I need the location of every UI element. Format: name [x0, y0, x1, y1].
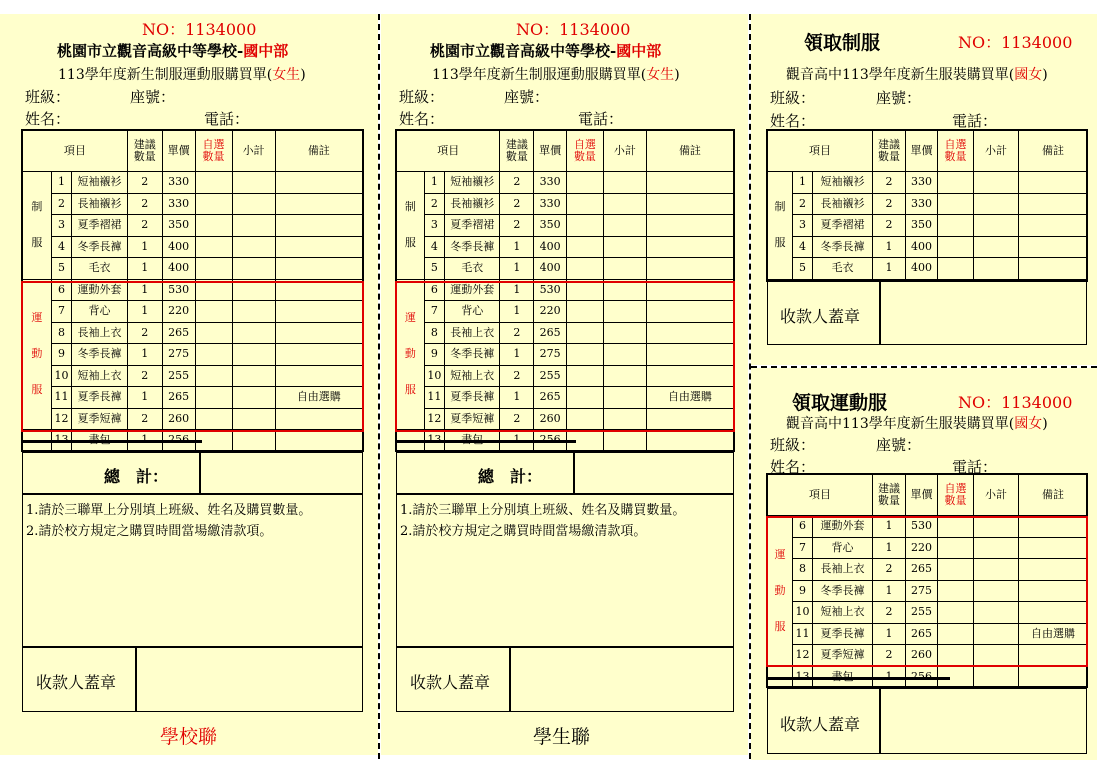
item-price: 265	[162, 322, 195, 344]
item-price: 220	[906, 537, 938, 559]
header-price: 單價	[906, 131, 938, 172]
seat-label: 座號：	[130, 88, 176, 106]
item-no: 9	[424, 344, 444, 366]
item-name: 夏季褶裙	[813, 215, 873, 237]
strike-line	[767, 677, 950, 680]
item-no: 5	[51, 258, 72, 280]
serial-number: NO：1134000	[958, 33, 1073, 52]
class-label: 班級：	[770, 89, 816, 107]
header-price: 單價	[906, 475, 938, 516]
receipt-subtitle	[786, 413, 1048, 433]
item-qty: 2	[500, 172, 534, 194]
item-no: 9	[793, 580, 813, 602]
remark-cell: 自由選購	[646, 387, 733, 409]
item-qty: 2	[127, 215, 162, 237]
item-qty: 1	[127, 344, 162, 366]
item-price: 260	[162, 408, 195, 430]
receipt-subtitle-close: )	[1042, 416, 1048, 432]
form-title-gender: 女生	[646, 67, 675, 83]
header-self-l2: 數量	[944, 150, 967, 163]
header-item: 項目	[397, 131, 500, 172]
item-name: 夏季短褲	[445, 408, 500, 430]
item-name: 毛衣	[72, 258, 127, 280]
item-no: 8	[793, 559, 813, 581]
item-price: 330	[162, 172, 195, 194]
header-suggest-l1: 建議	[878, 138, 901, 151]
item-qty: 1	[127, 387, 162, 409]
item-no: 3	[793, 215, 813, 237]
receipt-subtitle	[786, 64, 1048, 84]
item-qty: 2	[873, 602, 906, 624]
item-qty: 2	[500, 193, 534, 215]
cat-char: 運	[31, 311, 43, 325]
item-qty: 1	[500, 236, 534, 258]
item-name: 短袖襯衫	[72, 172, 127, 194]
item-price: 530	[906, 516, 938, 538]
item-price: 220	[534, 301, 567, 323]
item-no: 4	[424, 236, 444, 258]
cat-char: 服	[404, 383, 416, 397]
note-2: 2.請於校方規定之購買時間當場繳清款項。	[26, 524, 273, 539]
form-title-close: )	[300, 67, 306, 83]
header-self-l1: 自選	[944, 138, 967, 151]
strike-line	[22, 440, 202, 443]
item-qty: 2	[500, 365, 534, 387]
item-no: 3	[424, 215, 444, 237]
item-qty: 1	[500, 258, 534, 280]
item-qty: 2	[127, 193, 162, 215]
item-qty: 1	[127, 301, 162, 323]
school-name: 桃園市立觀音高級中等學校	[430, 42, 611, 60]
item-name: 短袖襯衫	[445, 172, 500, 194]
item-no: 10	[51, 365, 72, 387]
item-price: 255	[534, 365, 567, 387]
class-label: 班級：	[399, 88, 445, 106]
name-label: 姓名：	[770, 112, 816, 130]
header-self-l2: 數量	[202, 150, 225, 163]
total-value-box[interactable]	[574, 452, 734, 494]
header-suggest-l1: 建議	[133, 138, 156, 151]
item-name: 冬季長褲	[813, 580, 873, 602]
item-no: 7	[793, 537, 813, 559]
school-division: 國中部	[616, 42, 662, 60]
notes	[22, 494, 315, 548]
item-no: 6	[793, 516, 813, 538]
header-subtotal: 小計	[974, 131, 1019, 172]
cut-line-3	[751, 366, 1097, 368]
item-price: 260	[534, 408, 567, 430]
item-price: 275	[534, 344, 567, 366]
cashier-label: 收款人蓋章	[410, 673, 491, 692]
header-remark: 備註	[1019, 131, 1088, 172]
header-item: 項目	[23, 131, 128, 172]
receipt-subtitle-gender: 國女	[1014, 416, 1043, 432]
item-no: 1	[424, 172, 444, 194]
remark-cell: 自由選購	[1019, 623, 1088, 645]
form-title-text: 113學年度新生制服運動服購買單(	[58, 67, 273, 83]
school-dash: -	[237, 42, 244, 60]
item-name: 夏季短褲	[813, 645, 873, 667]
item-name: 運動外套	[445, 279, 500, 301]
item-qty: 2	[500, 322, 534, 344]
header-self-l1: 自選	[944, 482, 967, 495]
item-price: 400	[162, 236, 195, 258]
table-border	[766, 473, 1088, 688]
table-border	[21, 129, 364, 452]
cat-char: 動	[404, 347, 416, 361]
item-name: 夏季長褲	[445, 387, 500, 409]
item-qty: 2	[873, 645, 906, 667]
item-qty: 1	[500, 344, 534, 366]
seat-label: 座號：	[876, 436, 922, 454]
receipt-title: 領取運動服	[792, 392, 888, 414]
item-price: 265	[162, 387, 195, 409]
cat-char: 運	[404, 311, 416, 325]
cat-char: 動	[774, 583, 786, 597]
item-qty: 1	[127, 258, 162, 280]
item-price: 265	[906, 559, 938, 581]
item-qty: 2	[127, 322, 162, 344]
item-price: 330	[906, 193, 938, 215]
item-no: 5	[424, 258, 444, 280]
item-no: 12	[424, 408, 444, 430]
item-no: 6	[424, 279, 444, 301]
name-label: 姓名：	[25, 110, 71, 128]
item-name: 長袖襯衫	[813, 193, 873, 215]
cat-char: 服	[31, 383, 43, 397]
item-price: 275	[162, 344, 195, 366]
header-remark: 備註	[275, 131, 362, 172]
item-price: 400	[534, 236, 567, 258]
form-title-close: )	[674, 67, 680, 83]
item-no: 12	[51, 408, 72, 430]
cashier-stamp-box[interactable]	[136, 647, 363, 712]
cashier-label: 收款人蓋章	[780, 307, 861, 326]
receipt-subtitle-text: 觀音高中113學年度新生服裝購買單(	[786, 67, 1015, 83]
school-division: 國中部	[243, 42, 289, 60]
item-qty: 2	[127, 172, 162, 194]
item-name: 長袖上衣	[813, 559, 873, 581]
form-title	[432, 64, 680, 84]
seat-label: 座號：	[876, 89, 922, 107]
item-no: 2	[424, 193, 444, 215]
cashier-stamp-box[interactable]	[880, 688, 1087, 754]
header-remark: 備註	[646, 131, 733, 172]
item-price: 330	[534, 193, 567, 215]
item-price: 265	[906, 623, 938, 645]
item-name: 夏季褶裙	[445, 215, 500, 237]
item-qty: 2	[873, 193, 906, 215]
item-name: 冬季長褲	[72, 344, 127, 366]
item-qty: 2	[873, 215, 906, 237]
cashier-label: 收款人蓋章	[780, 715, 861, 734]
item-price: 330	[534, 172, 567, 194]
item-qty: 2	[873, 559, 906, 581]
item-price: 400	[534, 258, 567, 280]
header-self-l1: 自選	[202, 138, 225, 151]
item-name: 冬季長褲	[813, 236, 873, 258]
item-no: 7	[424, 301, 444, 323]
item-name: 冬季長褲	[72, 236, 127, 258]
receipt-subtitle-text: 觀音高中113學年度新生服裝購買單(	[786, 416, 1015, 432]
cashier-label: 收款人蓋章	[36, 673, 117, 692]
header-subtotal: 小計	[232, 131, 275, 172]
receipt-title: 領取制服	[804, 32, 881, 54]
cut-line-1	[378, 14, 380, 759]
item-qty: 1	[127, 236, 162, 258]
header-suggest-l2: 數量	[878, 150, 901, 163]
item-no: 8	[424, 322, 444, 344]
item-name: 背心	[72, 301, 127, 323]
form-title-text: 113學年度新生制服運動服購買單(	[432, 67, 647, 83]
item-qty: 1	[873, 258, 906, 280]
serial-number: NO：1134000	[516, 20, 631, 39]
item-name: 長袖上衣	[72, 322, 127, 344]
item-price: 530	[162, 279, 195, 301]
school-name: 桃園市立觀音高級中等學校	[57, 42, 238, 60]
item-name: 毛衣	[445, 258, 500, 280]
item-no: 3	[51, 215, 72, 237]
school-title	[430, 40, 661, 61]
item-price: 330	[162, 193, 195, 215]
item-price: 330	[906, 172, 938, 194]
item-no: 10	[793, 602, 813, 624]
item-no: 1	[51, 172, 72, 194]
item-no: 4	[51, 236, 72, 258]
header-price: 單價	[162, 131, 195, 172]
cat-char: 制	[31, 200, 43, 214]
item-no: 1	[793, 172, 813, 194]
item-no: 12	[793, 645, 813, 667]
cut-line-2	[749, 14, 751, 759]
item-qty: 1	[500, 279, 534, 301]
notes	[396, 494, 689, 548]
cat-char: 服	[404, 236, 416, 250]
phone-label: 電話：	[204, 110, 250, 128]
table-border	[395, 129, 735, 452]
cashier-stamp-box[interactable]	[510, 647, 734, 712]
item-no: 5	[793, 258, 813, 280]
table-border	[766, 129, 1088, 282]
item-name: 長袖襯衫	[445, 193, 500, 215]
item-name: 背心	[813, 537, 873, 559]
item-qty: 2	[127, 365, 162, 387]
item-name: 夏季褶裙	[72, 215, 127, 237]
item-price: 530	[534, 279, 567, 301]
item-no: 7	[51, 301, 72, 323]
cat-char: 制	[774, 200, 786, 214]
item-qty: 2	[500, 215, 534, 237]
header-suggest-l2: 數量	[878, 494, 901, 507]
strike-line	[396, 440, 576, 443]
item-name: 運動外套	[813, 516, 873, 538]
item-qty: 1	[873, 236, 906, 258]
item-price: 400	[906, 236, 938, 258]
item-price: 220	[162, 301, 195, 323]
item-price: 400	[162, 258, 195, 280]
item-price: 350	[162, 215, 195, 237]
item-price: 400	[906, 258, 938, 280]
header-suggest-l2: 數量	[505, 150, 528, 163]
item-qty: 1	[127, 279, 162, 301]
cat-char: 服	[774, 619, 786, 633]
header-self-l2: 數量	[573, 150, 596, 163]
item-no: 6	[51, 279, 72, 301]
header-suggest-l1: 建議	[505, 138, 528, 151]
item-name: 毛衣	[813, 258, 873, 280]
serial-number: NO：1134000	[958, 393, 1073, 412]
item-qty: 1	[873, 623, 906, 645]
item-price: 350	[906, 215, 938, 237]
school-title	[57, 40, 288, 61]
header-self-l2: 數量	[944, 494, 967, 507]
cat-char: 動	[31, 347, 43, 361]
item-name: 夏季長褲	[72, 387, 127, 409]
header-subtotal: 小計	[974, 475, 1019, 516]
name-label: 姓名：	[770, 458, 816, 476]
serial-number: NO：1134000	[142, 20, 257, 39]
item-name: 短袖襯衫	[813, 172, 873, 194]
cat-char: 運	[774, 547, 786, 561]
item-no: 11	[424, 387, 444, 409]
remark-cell: 自由選購	[275, 387, 362, 409]
item-no: 11	[793, 623, 813, 645]
header-price: 單價	[534, 131, 567, 172]
note-1: 1.請於三聯單上分別填上班級、姓名及購買數量。	[400, 503, 686, 518]
copy-label-student: 學生聯	[533, 726, 591, 748]
total-label: 總 計：	[104, 467, 169, 486]
name-label: 姓名：	[399, 110, 445, 128]
item-name: 冬季長褲	[445, 344, 500, 366]
item-name: 夏季長褲	[813, 623, 873, 645]
item-price: 265	[534, 322, 567, 344]
total-label: 總 計：	[478, 467, 543, 486]
item-no: 11	[51, 387, 72, 409]
cat-char: 制	[404, 200, 416, 214]
phone-label: 電話：	[578, 110, 624, 128]
item-name: 短袖上衣	[813, 602, 873, 624]
cat-char: 服	[774, 236, 786, 250]
item-price: 265	[534, 387, 567, 409]
form-title	[58, 64, 306, 84]
item-name: 夏季短褲	[72, 408, 127, 430]
item-qty: 1	[873, 537, 906, 559]
note-2: 2.請於校方規定之購買時間當場繳清款項。	[400, 524, 647, 539]
item-name: 長袖上衣	[445, 322, 500, 344]
copy-label-school: 學校聯	[160, 726, 218, 748]
header-item: 項目	[768, 475, 873, 516]
class-label: 班級：	[770, 436, 816, 454]
header-self-l1: 自選	[573, 138, 596, 151]
header-remark: 備註	[1019, 475, 1088, 516]
item-no: 2	[793, 193, 813, 215]
header-subtotal: 小計	[603, 131, 646, 172]
item-name: 冬季長褲	[445, 236, 500, 258]
item-name: 短袖上衣	[72, 365, 127, 387]
header-item: 項目	[768, 131, 873, 172]
school-dash: -	[610, 42, 617, 60]
item-price: 350	[534, 215, 567, 237]
note-1: 1.請於三聯單上分別填上班級、姓名及購買數量。	[26, 503, 312, 518]
item-price: 255	[162, 365, 195, 387]
item-no: 9	[51, 344, 72, 366]
item-no: 8	[51, 322, 72, 344]
seat-label: 座號：	[504, 88, 550, 106]
item-qty: 1	[873, 580, 906, 602]
item-qty: 2	[500, 408, 534, 430]
item-qty: 1	[500, 387, 534, 409]
cat-char: 服	[31, 236, 43, 250]
item-qty: 1	[500, 301, 534, 323]
item-price: 275	[906, 580, 938, 602]
receipt-subtitle-gender: 國女	[1014, 67, 1043, 83]
item-no: 10	[424, 365, 444, 387]
phone-label: 電話：	[952, 458, 998, 476]
receipt-subtitle-close: )	[1042, 67, 1048, 83]
item-name: 背心	[445, 301, 500, 323]
item-no: 4	[793, 236, 813, 258]
item-name: 短袖上衣	[445, 365, 500, 387]
cashier-stamp-box[interactable]	[880, 281, 1087, 345]
item-name: 運動外套	[72, 279, 127, 301]
item-qty: 2	[127, 408, 162, 430]
phone-label: 電話：	[952, 112, 998, 130]
form-title-gender: 女生	[272, 67, 301, 83]
header-suggest-l2: 數量	[133, 150, 156, 163]
item-no: 2	[51, 193, 72, 215]
item-qty: 1	[873, 516, 906, 538]
item-price: 255	[906, 602, 938, 624]
item-price: 260	[906, 645, 938, 667]
item-name: 長袖襯衫	[72, 193, 127, 215]
class-label: 班級：	[25, 88, 71, 106]
header-suggest-l1: 建議	[878, 482, 901, 495]
total-value-box[interactable]	[200, 452, 363, 494]
item-qty: 2	[873, 172, 906, 194]
